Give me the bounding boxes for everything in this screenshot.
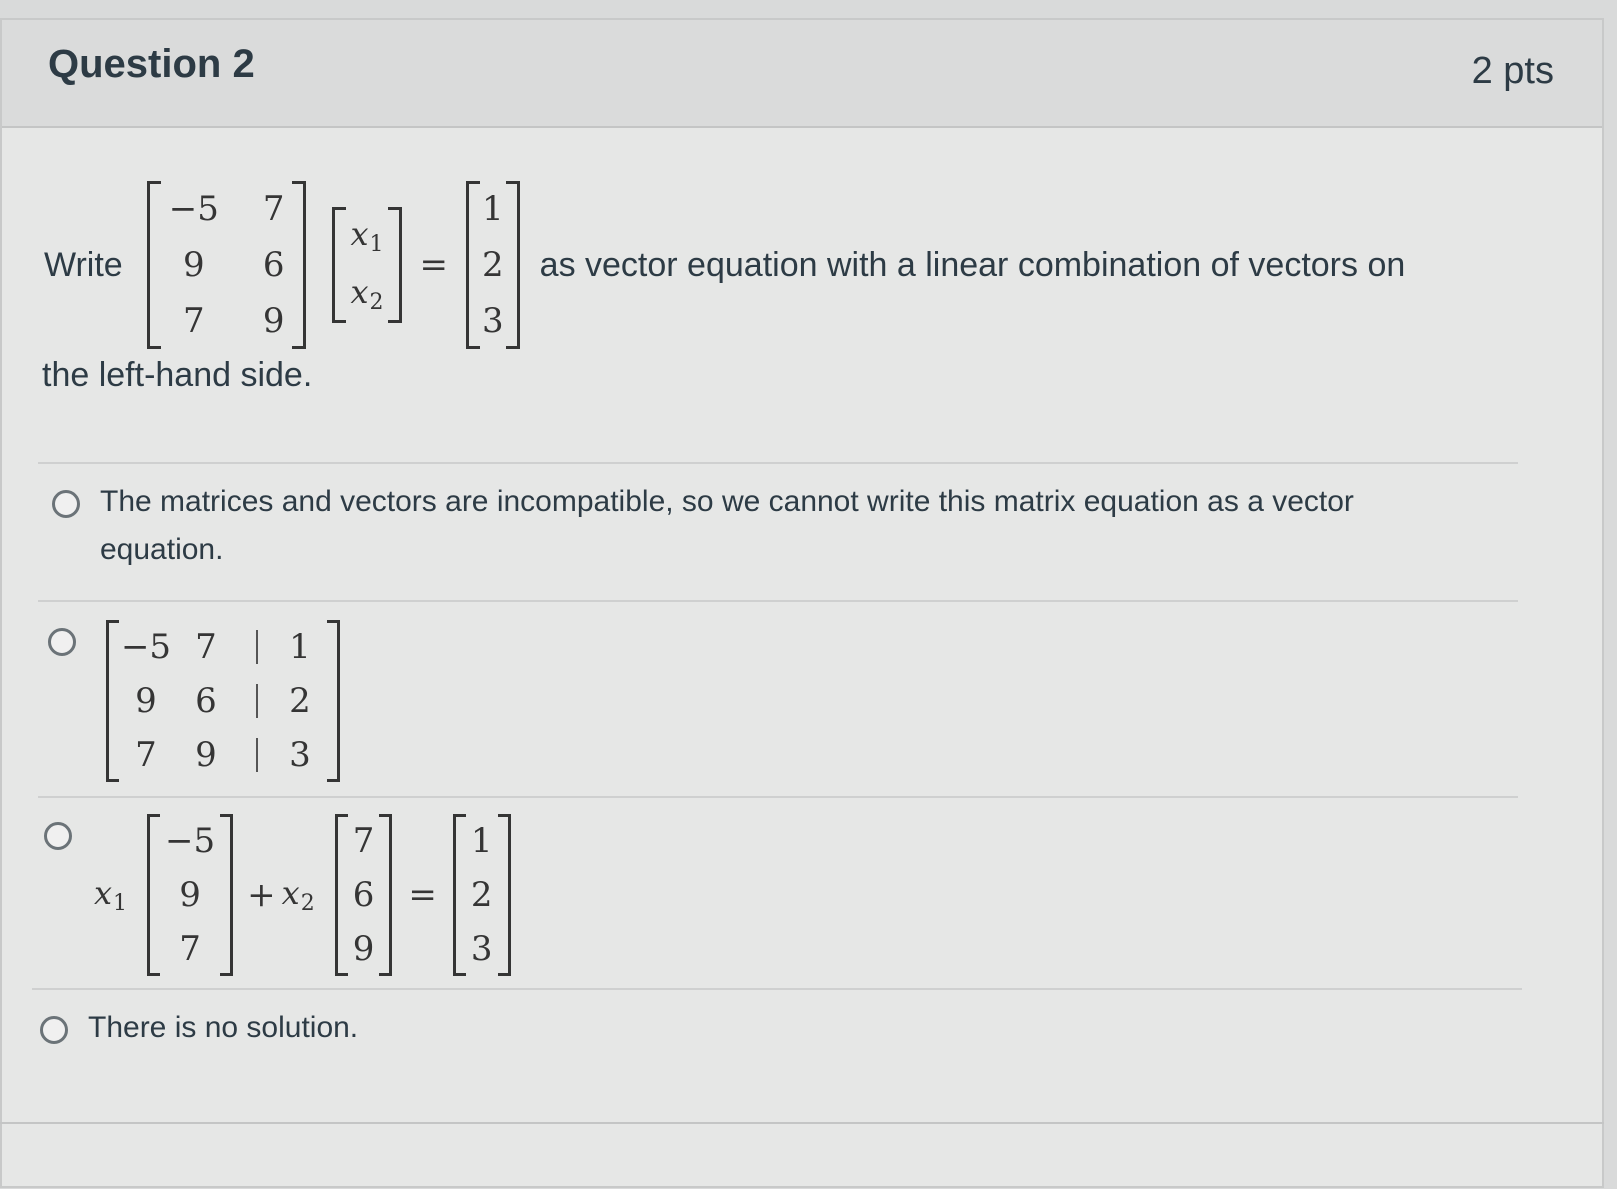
radio-button[interactable] — [44, 822, 72, 850]
prompt-lead: Write — [44, 245, 123, 284]
option-text — [100, 478, 1354, 574]
card-bottom-edge — [0, 1122, 1604, 1124]
option-1-line-2: equation. — [100, 533, 224, 566]
matrix-cell: −5 — [120, 627, 172, 667]
augmented-matrix — [106, 620, 340, 782]
answer-option-3[interactable] — [44, 814, 511, 976]
variable-x1: x1 — [350, 215, 384, 257]
matrix-cell: 6 — [195, 681, 217, 721]
variable-vector — [332, 207, 401, 323]
matrix-cell: 7 — [262, 189, 285, 229]
coefficient-matrix — [147, 181, 307, 349]
vector-cell: 2 — [470, 875, 493, 915]
vector-cell: 3 — [470, 929, 493, 969]
augment-bar — [256, 630, 258, 664]
vector-cell: 2 — [482, 245, 504, 285]
question-prompt — [44, 175, 1405, 355]
augment-bar — [256, 684, 258, 718]
column-vector-1 — [147, 814, 233, 976]
rhs-vector — [453, 814, 511, 976]
matrix-cell: 9 — [262, 301, 285, 341]
answer-option-1[interactable] — [52, 478, 1472, 574]
vector-cell: 7 — [352, 821, 375, 861]
matrix-cell: 7 — [195, 627, 217, 667]
vector-cell: −5 — [165, 821, 216, 861]
vector-cell: 9 — [352, 929, 375, 969]
answer-option-4[interactable] — [40, 1004, 358, 1052]
matrix-cell: 3 — [289, 735, 311, 775]
radio-button[interactable] — [40, 1016, 68, 1044]
vector-cell: 1 — [470, 821, 493, 861]
vector-cell: 3 — [482, 301, 504, 341]
divider — [38, 600, 1518, 602]
matrix-cell: 6 — [262, 245, 285, 285]
option-4-text: There is no solution. — [88, 1011, 359, 1044]
matrix-cell: 7 — [135, 735, 157, 775]
vector-equation — [94, 814, 511, 976]
vector-cell: 6 — [352, 875, 375, 915]
plus-sign: + — [247, 875, 276, 915]
answer-option-2[interactable] — [48, 620, 340, 782]
option-1-line-1: The matrices and vectors are incompatible, so we cannot write this matrix equation as a vector — [100, 485, 1354, 518]
question-header — [2, 20, 1602, 128]
vector-cell: 7 — [179, 929, 201, 969]
equals-sign: = — [419, 245, 449, 285]
matrix-cell: 9 — [182, 245, 205, 285]
radio-button[interactable] — [48, 628, 76, 656]
prompt-tail: as vector equation with a linear combination of vectors on — [539, 245, 1406, 284]
divider — [32, 988, 1522, 990]
vector-cell: 9 — [179, 875, 201, 915]
equals-sign: = — [408, 875, 437, 915]
matrix-cell: 9 — [135, 681, 157, 721]
matrix-cell: 7 — [182, 301, 205, 341]
constant-vector — [466, 181, 520, 349]
matrix-cell: 9 — [195, 735, 217, 775]
vector-cell: 1 — [482, 189, 504, 229]
coefficient-x1: x1 — [94, 874, 128, 916]
question-title: Question 2 — [48, 42, 255, 86]
radio-button[interactable] — [52, 490, 80, 518]
divider — [38, 796, 1518, 798]
matrix-cell: −5 — [168, 189, 219, 229]
matrix-cell: 2 — [289, 681, 311, 721]
question-points: 2 pts — [1471, 50, 1554, 92]
matrix-cell: 1 — [289, 627, 311, 667]
column-vector-2 — [335, 814, 393, 976]
coefficient-x2: x2 — [281, 874, 315, 916]
variable-x2: x2 — [350, 273, 384, 315]
prompt-continuation: the left-hand side. — [42, 356, 313, 394]
divider — [38, 462, 1518, 464]
augment-bar — [256, 738, 258, 772]
